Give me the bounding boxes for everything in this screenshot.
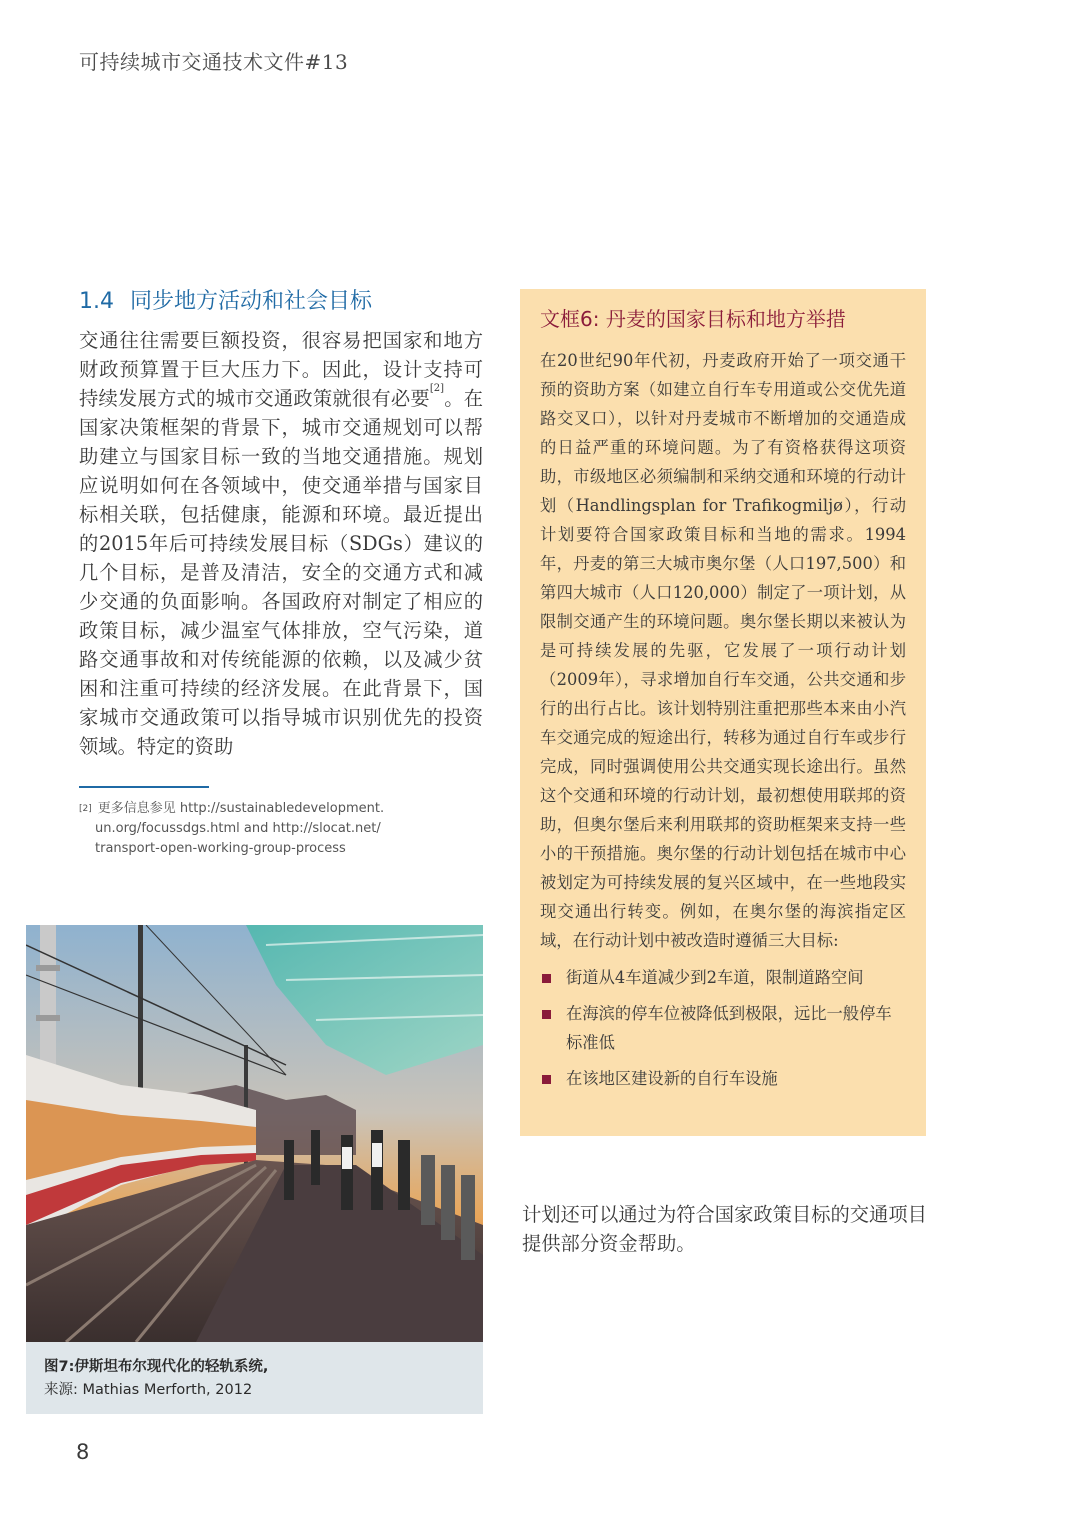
running-header: 可持续城市交通技术文件#13 bbox=[79, 50, 349, 74]
square-bullet-icon bbox=[542, 974, 551, 983]
footnote-mark: [2] bbox=[79, 804, 92, 814]
footnote bbox=[79, 799, 439, 859]
footnote-reference[interactable]: [2] bbox=[429, 383, 445, 394]
square-bullet-icon bbox=[542, 1010, 551, 1019]
tram-station-photo bbox=[26, 925, 483, 1342]
caption-title: 图7:伊斯坦布尔现代化的轻轨系统, bbox=[44, 1359, 269, 1375]
square-bullet-icon bbox=[542, 1075, 551, 1084]
list-item bbox=[540, 999, 906, 1057]
footnote-line2: un.org/focussdgs.html and http://slocat.net/ bbox=[95, 821, 381, 836]
section-title: 同步地方活动和社会目标 bbox=[130, 289, 373, 314]
text-box-6 bbox=[520, 289, 926, 1136]
page-number: 8 bbox=[76, 1440, 90, 1464]
body-paragraph-right: 计划还可以通过为符合国家政策目标的交通项目提供部分资金帮助。 bbox=[522, 1203, 927, 1255]
section-number: 1.4 bbox=[79, 289, 114, 314]
figure-caption bbox=[26, 1342, 483, 1414]
list-item-text: 在该地区建设新的自行车设施 bbox=[566, 1069, 778, 1088]
list-item-text: 街道从4车道减少到2车道，限制道路空间 bbox=[566, 968, 864, 987]
paragraph-part1: 交通往往需要巨额投资，很容易把国家和地方财政预算置于巨大压力下。因此，设计支持可持续发展方式的城市交通政策就很有必要 bbox=[79, 329, 483, 410]
section-heading bbox=[79, 284, 509, 315]
footnote-line3: transport-open-working-group-process bbox=[95, 841, 346, 856]
list-item bbox=[540, 1064, 906, 1093]
paragraph-part2: 。在国家决策框架的背景下，城市交通规划可以帮助建立与国家目标一致的当地交通措施。规划应说明如何在各领域中，使交通举措与国家目标相关联，包括健康，能源和环境。最近提出的2015年后可持续发展目标（SDGs）建议的几个目标，是普及清洁，安全的交通方式和减少交通的负面影响。各国政府对制定了相应的政策目标，减少温室气体排放，空气污染，道路交通事故和对传统能源的依赖，以及减少贫困和注重可持续的经济发展。在此背景下，国家城市交通政策可以指导城市识别优先的投资领域。特定的资助 bbox=[79, 387, 483, 758]
box-title: 文框6: 丹麦的国家目标和地方举措 bbox=[540, 307, 846, 331]
caption-source: 来源: Mathias Merforth, 2012 bbox=[44, 1382, 253, 1398]
list-item-text: 在海滨的停车位被降低到极限，远比一般停车标准低 bbox=[566, 1004, 892, 1052]
box-body: 在20世纪90年代初，丹麦政府开始了一项交通干预的资助方案（如建立自行车专用道或公交优先道路交叉口），以针对丹麦城市不断增加的交通造成的日益严重的环境问题。为了有资格获得这项资助，市级地区必须编制和采纳交通和环境的行动计划（Handlingsplan for Trafikogmiljø），行动计划要符合国家政策目标和当地的需求。1994年，丹麦的第三大城市奥尔堡（人口197,500）和第四大城市（人口120,000）制定了一项计划，从限制交通产生的环境问题。奥尔堡长期以来被认为是可持续发展的先驱，它发展了一项行动计划（2009年），寻求增加自行车交通，公共交通和步行的出行占比。该计划特别注重把那些本来由小汽车交通完成的短途出行，转移为通过自行车或步行完成，同时强调使用公共交通实现长途出行。虽然这个交通和环境的行动计划，最初想使用联邦的资助，但奥尔堡后来利用联邦的资助框架来支持一些小的干预措施。奥尔堡的行动计划包括在城市中心被划定为可持续发展的复兴区域中，在一些地段实现交通出行转变。例如，在奥尔堡的海滨指定区域，在行动计划中被改造时遵循三大目标: bbox=[540, 351, 906, 950]
body-paragraph-left bbox=[79, 326, 483, 761]
box-bullet-list bbox=[540, 963, 906, 1093]
footnote-divider bbox=[79, 786, 209, 788]
footnote-line1: 更多信息参见 http://sustainabledevelopment. bbox=[97, 801, 385, 816]
list-item bbox=[540, 963, 906, 992]
